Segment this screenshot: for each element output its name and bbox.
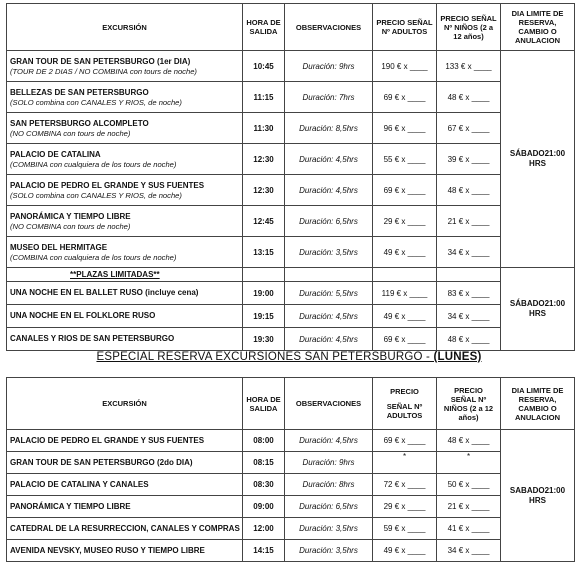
price-children: 67 € x ____ — [437, 113, 501, 144]
excursion-note: (NO COMBINA con tours de noche) — [10, 128, 131, 138]
header-ninos-top: PRECIO — [454, 385, 483, 395]
departure-time: 11:30 — [243, 113, 285, 144]
duration: Duración: 4,5hrs — [285, 328, 373, 351]
price-adults: 29 € x ____ — [373, 496, 437, 518]
price-adults: 55 € x ____ — [373, 144, 437, 175]
header-ninos-label: SEÑAL Nº NIÑOS (2 a 12 años) — [443, 394, 494, 422]
price-adults: 190 € x ____ — [373, 51, 437, 82]
table-row — [7, 82, 575, 113]
price-adults: 69 € x ____ — [373, 175, 437, 206]
table-row — [7, 452, 575, 474]
header-limite: DIA LIMITE DE RESERVA, CAMBIO O ANULACION — [501, 378, 575, 430]
section-title-day: (LUNES) — [433, 351, 482, 363]
empty-cell — [437, 268, 501, 282]
table-row — [7, 430, 575, 452]
departure-time: 19:30 — [243, 328, 285, 351]
table-row — [7, 540, 575, 562]
deadline-cell — [501, 268, 575, 351]
price-adults: 96 € x ____ — [373, 113, 437, 144]
price-children: 48 € x ____ — [437, 175, 501, 206]
header-observaciones: OBSERVACIONES — [285, 378, 373, 430]
excursions-table-2 — [6, 377, 575, 562]
excursion-name: GRAN TOUR DE SAN PETERSBURGO (1er DIA) — [10, 56, 191, 66]
departure-time: 10:45 — [243, 51, 285, 82]
price-children: 39 € x ____ — [437, 144, 501, 175]
excursion-name: UNA NOCHE EN EL FOLKLORE RUSO — [10, 311, 156, 320]
price-adults: 49 € x ____ — [373, 540, 437, 562]
empty-cell — [243, 268, 285, 282]
deadline-day: SABADO — [509, 485, 545, 495]
excursion-note: (TOUR DE 2 DIAS / NO COMBINA con tours de noche) — [10, 66, 197, 76]
header-limite: DIA LIMITE DE RESERVA, CAMBIO O ANULACION — [501, 4, 575, 51]
table2-header-row — [7, 378, 575, 430]
excursion-cell — [7, 474, 243, 496]
excursion-cell — [7, 540, 243, 562]
table-row — [7, 113, 575, 144]
price-children: 48 € x ____ — [437, 430, 501, 452]
plazas-cell — [7, 268, 243, 282]
departure-time: 12:30 — [243, 175, 285, 206]
duration: Duración: 4,5hrs — [285, 144, 373, 175]
excursion-name: PANORÁMICA Y TIEMPO LIBRE — [10, 211, 131, 221]
excursion-name: GRAN TOUR DE SAN PETERSBURGO (2do DIA) — [10, 457, 193, 467]
header-ninos — [437, 378, 501, 430]
section-title — [0, 351, 578, 363]
table-row — [7, 206, 575, 237]
departure-time: 08:00 — [243, 430, 285, 452]
header-adultos-label: SEÑAL Nº ADULTOS — [386, 402, 423, 420]
excursion-name: PALACIO DE PEDRO EL GRANDE Y SUS FUENTES — [10, 180, 205, 190]
excursion-note: (COMBINA con cualquiera de los tours de noche) — [10, 252, 177, 262]
price-adults: 49 € x ____ — [373, 237, 437, 268]
excursion-name: PALACIO DE PEDRO EL GRANDE Y SUS FUENTES — [10, 435, 205, 445]
header-excursion: EXCURSIÓN — [7, 378, 243, 430]
excursion-cell — [7, 51, 243, 82]
departure-time: 12:00 — [243, 518, 285, 540]
departure-time: 08:30 — [243, 474, 285, 496]
duration: Duración: 8hrs — [285, 474, 373, 496]
price-adults: 72 € x ____ — [373, 474, 437, 496]
excursion-cell — [7, 175, 243, 206]
excursion-name: PALACIO DE CATALINA — [10, 149, 101, 159]
price-adults: 29 € x ____ — [373, 206, 437, 237]
table-row — [7, 328, 575, 351]
duration: Duración: 3,5hrs — [285, 237, 373, 268]
price-children: 34 € x ____ — [437, 237, 501, 268]
duration: Duración: 6,5hrs — [285, 206, 373, 237]
excursion-name: CANALES Y RIOS DE SAN PETERSBURGO — [10, 334, 175, 343]
excursion-note: (NO COMBINA con tours de noche) — [10, 221, 131, 231]
departure-time: 19:00 — [243, 282, 285, 305]
duration: Duración: 4,5hrs — [285, 175, 373, 206]
excursion-name: MUSEO DEL HERMITAGE — [10, 242, 108, 252]
departure-time: 09:00 — [243, 496, 285, 518]
deadline-day: SÁBADO — [509, 149, 545, 158]
price-children: 133 € x ____ — [437, 51, 501, 82]
table-row — [7, 144, 575, 175]
price-adults: * — [373, 452, 437, 474]
table-row — [7, 474, 575, 496]
excursion-name: BELLEZAS DE SAN PETERSBURGO — [10, 87, 149, 97]
excursion-name: AVENIDA NEVSKY, MUSEO RUSO Y TIEMPO LIBRE — [10, 545, 205, 555]
duration: Duración: 3,5hrs — [285, 518, 373, 540]
excursion-name: PANORÁMICA Y TIEMPO LIBRE — [10, 501, 131, 511]
price-children: 83 € x ____ — [437, 282, 501, 305]
table1-header-row — [7, 4, 575, 51]
excursion-cell — [7, 452, 243, 474]
price-adults: 49 € x ____ — [373, 305, 437, 328]
departure-time: 14:15 — [243, 540, 285, 562]
day-tours-body — [7, 51, 575, 268]
duration: Duración: 6,5hrs — [285, 496, 373, 518]
duration: Duración: 9hrs — [285, 452, 373, 474]
excursion-cell — [7, 430, 243, 452]
excursions-table-1 — [6, 3, 575, 351]
price-children: 50 € x ____ — [437, 474, 501, 496]
duration: Duración: 4,5hrs — [285, 305, 373, 328]
duration: Duración: 9hrs — [285, 51, 373, 82]
excursion-cell — [7, 328, 243, 351]
header-observaciones: OBSERVACIONES — [285, 4, 373, 51]
duration: Duración: 4,5hrs — [285, 430, 373, 452]
table-row — [7, 282, 575, 305]
table-row — [7, 51, 575, 82]
header-ninos: PRECIO SEÑAL Nº NIÑOS (2 a 12 años) — [437, 4, 501, 51]
excursion-cell — [7, 82, 243, 113]
duration: Duración: 5,5hrs — [285, 282, 373, 305]
night-tours-body — [7, 268, 575, 351]
excursion-cell — [7, 206, 243, 237]
table-row — [7, 237, 575, 268]
departure-time: 12:30 — [243, 144, 285, 175]
excursion-cell — [7, 496, 243, 518]
deadline-cell — [501, 430, 575, 562]
header-adultos: PRECIO SEÑAL Nº ADULTOS — [373, 4, 437, 51]
price-children: 48 € x ____ — [437, 328, 501, 351]
excursion-cell — [7, 282, 243, 305]
price-adults: 69 € x ____ — [373, 328, 437, 351]
deadline-time: 21:00 HRS — [529, 485, 566, 505]
excursion-cell — [7, 237, 243, 268]
excursion-name: UNA NOCHE EN EL BALLET RUSO (incluye cena) — [10, 288, 199, 297]
excursion-cell — [7, 518, 243, 540]
price-children: 34 € x ____ — [437, 540, 501, 562]
excursion-name: PALACIO DE CATALINA Y CANALES — [10, 479, 149, 489]
empty-cell — [373, 268, 437, 282]
header-adultos — [373, 378, 437, 430]
excursion-note: (SOLO combina con CANALES Y RIOS, de noche) — [10, 190, 182, 200]
price-children: 48 € x ____ — [437, 82, 501, 113]
price-children: 21 € x ____ — [437, 496, 501, 518]
section-title-main: ESPECIAL RESERVA EXCURSIONES SAN PETERSBURGO - — [96, 351, 434, 363]
departure-time: 13:15 — [243, 237, 285, 268]
duration: Duración: 3,5hrs — [285, 540, 373, 562]
departure-time: 12:45 — [243, 206, 285, 237]
excursion-note: (COMBINA con cualquiera de los tours de noche) — [10, 159, 177, 169]
excursion-note: (SOLO combina con CANALES Y RIOS, de noche) — [10, 97, 182, 107]
monday-tours-body — [7, 430, 575, 562]
empty-cell — [285, 268, 373, 282]
table-row — [7, 175, 575, 206]
price-children: 41 € x ____ — [437, 518, 501, 540]
header-hora: HORA DE SALIDA — [243, 378, 285, 430]
table-row — [7, 496, 575, 518]
price-children: 34 € x ____ — [437, 305, 501, 328]
table-row — [7, 305, 575, 328]
header-hora: HORA DE SALIDA — [243, 4, 285, 51]
deadline-cell — [501, 51, 575, 268]
excursion-cell — [7, 305, 243, 328]
price-adults: 119 € x ____ — [373, 282, 437, 305]
excursion-name: SAN PETERSBURGO ALCOMPLETO — [10, 118, 149, 128]
departure-time: 11:15 — [243, 82, 285, 113]
duration: Duración: 8,5hrs — [285, 113, 373, 144]
excursion-cell — [7, 144, 243, 175]
deadline-day: SÁBADO — [509, 299, 545, 308]
price-adults: 69 € x ____ — [373, 430, 437, 452]
plazas-limitadas-label: **PLAZAS LIMITADAS** — [70, 270, 160, 279]
header-adultos-top: PRECIO — [390, 387, 419, 396]
duration: Duración: 7hrs — [285, 82, 373, 113]
price-adults: 59 € x ____ — [373, 518, 437, 540]
header-excursion: EXCURSIÓN — [7, 4, 243, 51]
price-children: 21 € x ____ — [437, 206, 501, 237]
price-children: * — [437, 452, 501, 474]
price-adults: 69 € x ____ — [373, 82, 437, 113]
departure-time: 19:15 — [243, 305, 285, 328]
plazas-row — [7, 268, 575, 282]
excursion-cell — [7, 113, 243, 144]
departure-time: 08:15 — [243, 452, 285, 474]
table-row — [7, 518, 575, 540]
deadline-time: 21:00 HRS — [529, 149, 566, 168]
excursion-name: CATEDRAL DE LA RESURRECCION, CANALES Y COMPRAS — [10, 523, 240, 533]
deadline-time: 21:00 HRS — [529, 299, 566, 318]
